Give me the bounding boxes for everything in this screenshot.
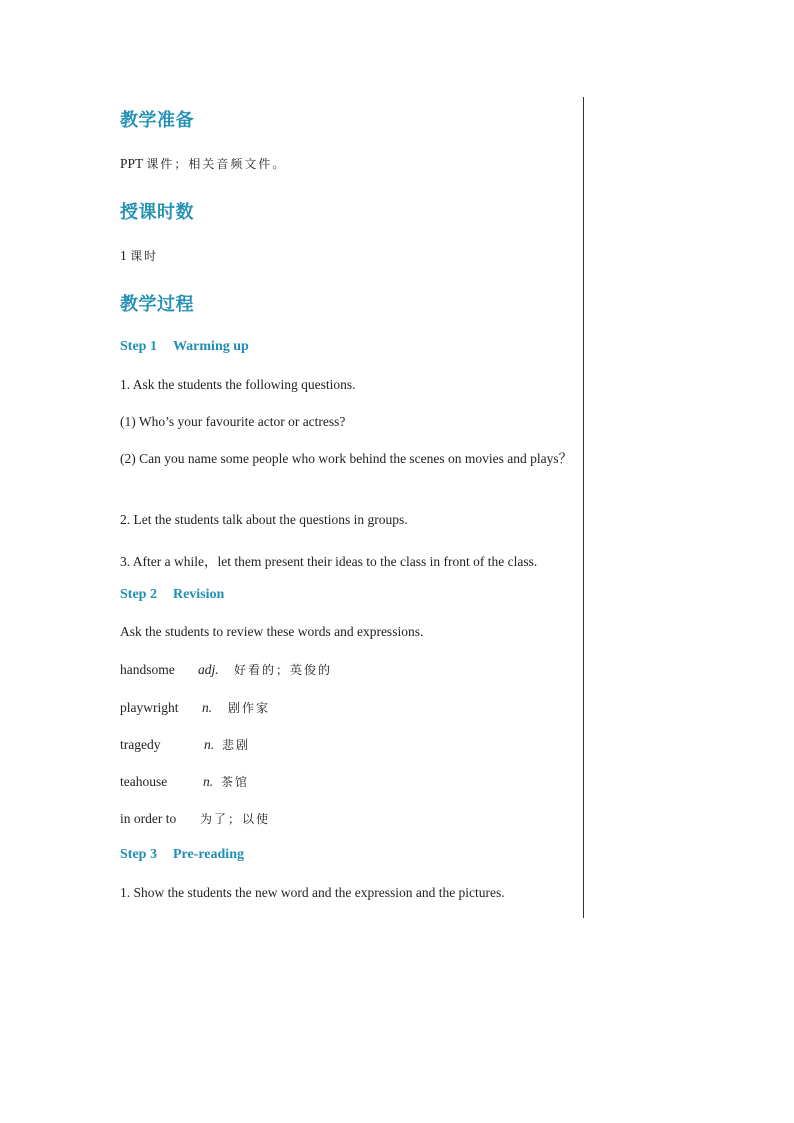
vocab-word: teahouse <box>120 774 168 789</box>
preparation-text <box>120 155 286 172</box>
step1-line-1: 1. Ask the students the following questions. <box>120 377 356 392</box>
step1-line-2: (1) Who’s your favourite actor or actress? <box>120 414 346 429</box>
step2-intro: Ask the students to review these words and expressions. <box>120 624 424 639</box>
vocab-item <box>120 736 250 753</box>
vocab-word: handsome <box>120 662 175 677</box>
step-1-title: Warming up <box>172 339 249 354</box>
hours-latin: 1 <box>120 248 131 263</box>
step-2-label: Step 2 <box>120 587 157 602</box>
step-2-heading <box>120 587 224 603</box>
vocab-word: playwright <box>120 700 179 715</box>
vocab-meaning: 悲剧 <box>222 738 251 752</box>
vocab-meaning: 好看的；英俊的 <box>234 663 333 677</box>
step-1-label: Step 1 <box>120 339 157 354</box>
step-2-title: Revision <box>172 587 225 602</box>
heading-hours: 授课时数 <box>120 202 194 223</box>
vocab-item <box>120 661 332 678</box>
step-1-heading <box>120 339 249 355</box>
vocab-item <box>120 699 270 716</box>
vocab-item <box>120 773 249 790</box>
heading-process: 教学过程 <box>120 294 194 315</box>
preparation-cjk: 课件；相关音频文件。 <box>146 157 287 171</box>
hours-text <box>120 247 158 264</box>
step-3-title: Pre-reading <box>172 847 244 862</box>
step-3-label: Step 3 <box>120 847 157 862</box>
vocab-pos: n. <box>204 737 215 752</box>
vocab-item <box>120 810 270 827</box>
vocab-pos: n. <box>202 700 213 715</box>
step1-line-3: (2) Can you name some people who work behind the scenes on movies and plays？ <box>120 451 573 466</box>
step1-line-5: 3. After a while，let them present their ideas to the class in front of the class. <box>120 554 538 569</box>
step3-line-1: 1. Show the students the new word and the expression and the pictures. <box>120 885 505 900</box>
hours-cjk: 课时 <box>130 249 159 263</box>
vocab-word: in order to <box>120 811 177 826</box>
margin-rule <box>583 97 584 918</box>
heading-preparation: 教学准备 <box>120 110 194 131</box>
vocab-meaning: 为了；以使 <box>200 812 271 826</box>
vocab-meaning: 茶馆 <box>221 775 250 789</box>
step1-line-4: 2. Let the students talk about the questions in groups. <box>120 512 408 527</box>
preparation-latin: PPT <box>120 156 147 171</box>
step-3-heading <box>120 847 244 863</box>
vocab-pos: n. <box>203 774 214 789</box>
vocab-pos: adj. <box>198 662 219 677</box>
vocab-word: tragedy <box>120 737 161 752</box>
vocab-meaning: 剧作家 <box>228 701 271 715</box>
